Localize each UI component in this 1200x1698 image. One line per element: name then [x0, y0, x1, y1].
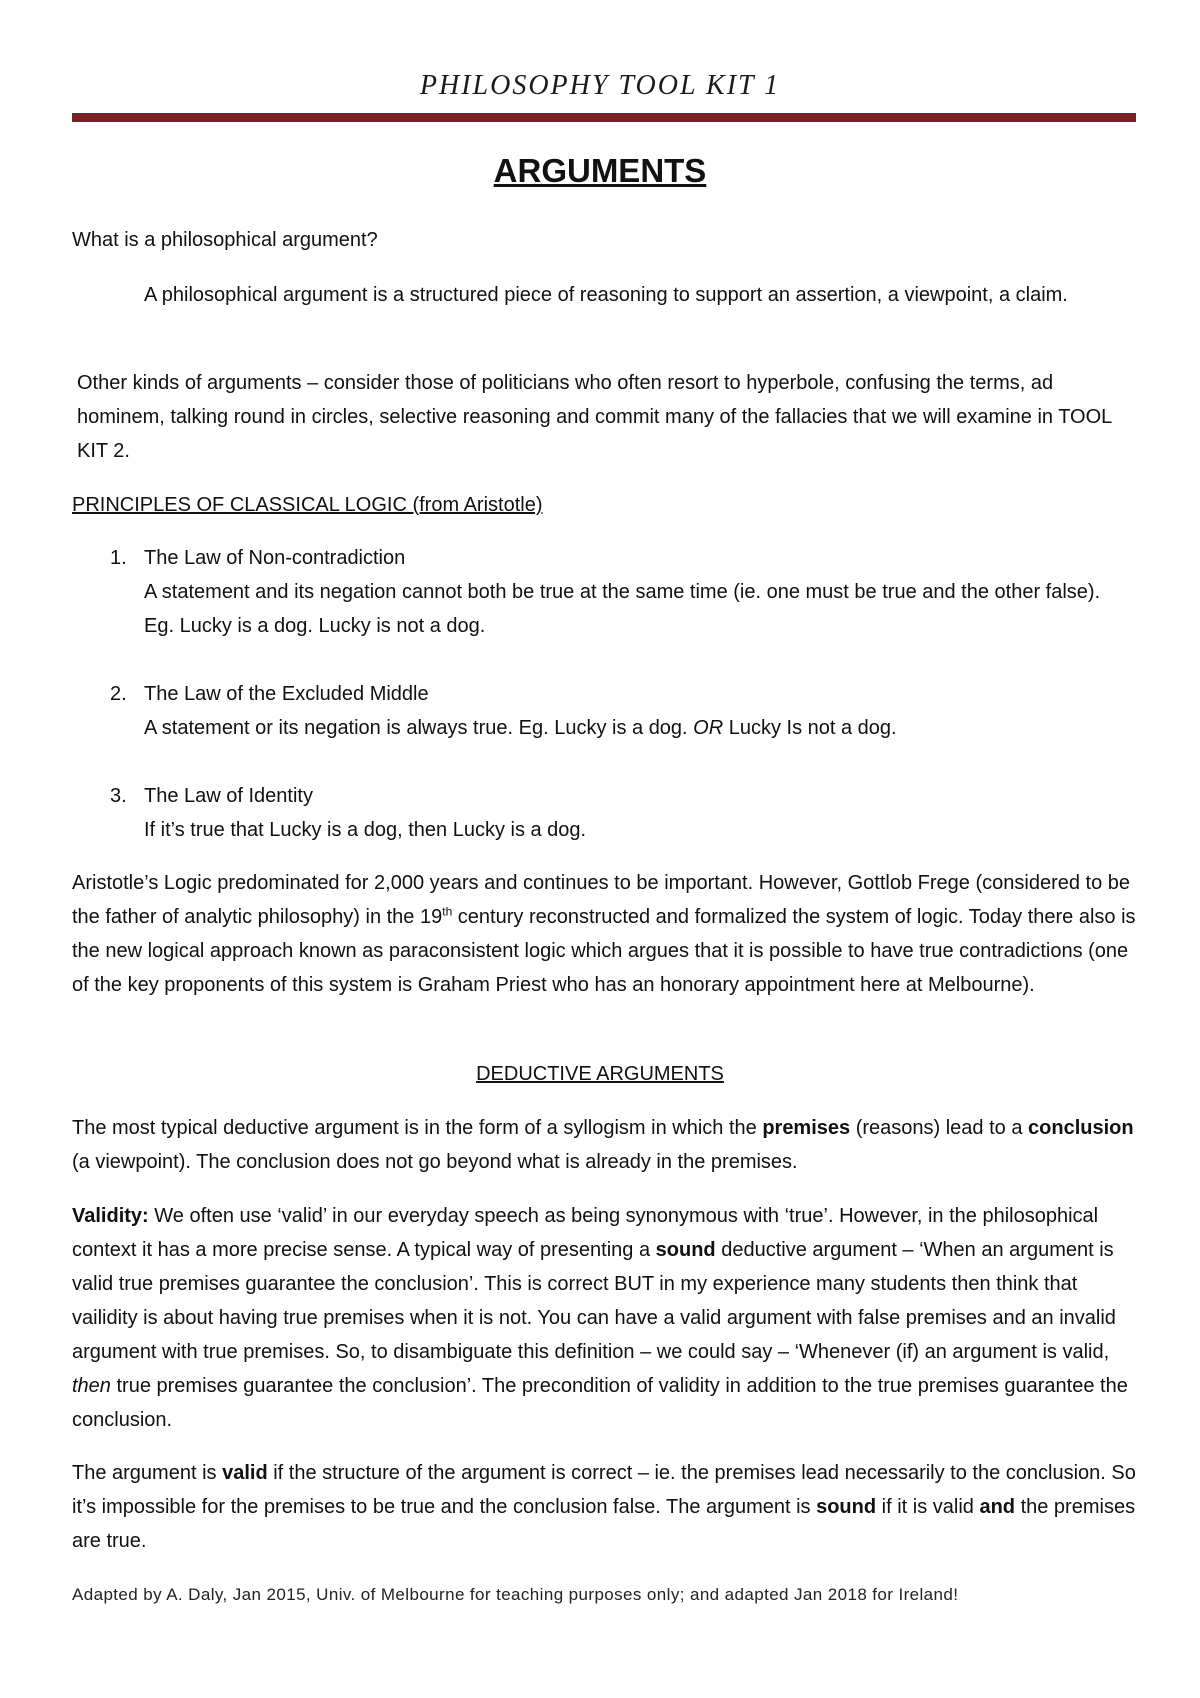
law-identity-desc: If it’s true that Lucky is a dog, then Lucky is a dog. — [144, 819, 587, 841]
or-italic: OR — [693, 717, 724, 739]
law-excluded-middle-desc — [144, 711, 1134, 745]
para-part: if the structure of the argument is correct – ie. the premises lead necessarily to the conclusion. So it’s impossible for the premises to be true and the conclusion false. The argument is — [72, 1462, 1136, 1518]
desc-part: A statement or its negation is always true. Eg. Lucky is a dog. — [144, 717, 694, 739]
para-part: the premises are true. — [72, 1496, 1136, 1552]
para-part: The most typical deductive argument is in the form of a syllogism in which the — [72, 1117, 763, 1139]
law-identity: The Law of Identity — [144, 785, 313, 807]
deductive-heading: DEDUCTIVE ARGUMENTS — [476, 1063, 724, 1085]
bold-premises: premises — [762, 1117, 851, 1139]
page-title: ARGUMENTS — [493, 152, 707, 189]
bold-and: and — [979, 1496, 1016, 1518]
aristotle-paragraph — [72, 866, 1137, 1002]
bold-sound: sound — [816, 1496, 877, 1518]
list-number: 2. — [110, 683, 127, 705]
para-part: The argument is — [72, 1462, 223, 1484]
bold-sound: sound — [655, 1239, 716, 1261]
validity-paragraph — [72, 1199, 1140, 1437]
bold-valid: valid — [222, 1462, 268, 1484]
validity-label: Validity: — [72, 1205, 149, 1227]
para-part: (reasons) lead to a — [850, 1117, 1029, 1139]
para-part: We often use ‘valid’ in our everyday speech as being synonymous with ‘true’. However, in the philosophical context it has a more precise sense. A typical way of presenting a — [72, 1205, 1099, 1261]
law-non-contradiction: The Law of Non-contradiction — [144, 547, 406, 569]
para-part: true premises guarantee the conclusion’. The precondition of validity in addition to the true premises guarantee the conclusion. — [72, 1375, 1128, 1431]
para-part: (a viewpoint). The conclusion does not go beyond what is already in the premises. — [72, 1151, 798, 1173]
law-non-contradiction-desc: A statement and its negation cannot both be true at the same time (ie. one must be true and the other false). Eg. Lucky is a dog. Lucky is not a dog. — [144, 581, 1101, 637]
law-excluded-middle: The Law of the Excluded Middle — [144, 683, 429, 705]
bold-conclusion: conclusion — [1028, 1117, 1134, 1139]
definition-text: A philosophical argument is a structured piece of reasoning to support an assertion, a viewpoint, a claim. — [144, 284, 1068, 306]
italic-then: then — [72, 1375, 111, 1397]
para-part: century reconstructed and formalized the system of logic. Today there also is the new logical approach known as paraconsistent logic which argues that it is possible to have true contradictions (one of the key proponents of this system is Graham Priest who has an honorary appointment here at Melbourne). — [72, 906, 1136, 996]
header-rule — [72, 113, 1136, 122]
valid-sound-paragraph — [72, 1456, 1137, 1558]
deductive-paragraph-1 — [72, 1111, 1137, 1179]
header-title: PHILOSOPHY TOOL KIT 1 — [419, 70, 781, 101]
desc-part: Lucky Is not a dog. — [723, 717, 897, 739]
superscript-th: th — [442, 904, 453, 919]
para-part: Aristotle’s Logic predominated for 2,000 years and continues to be important. However, Gottlob Frege (considered to be the father of analytic philosophy) in the 19 — [72, 872, 1131, 928]
list-number: 1. — [110, 547, 127, 569]
principles-heading: PRINCIPLES OF CLASSICAL LOGIC (from Aristotle) — [72, 494, 543, 516]
question-text: What is a philosophical argument? — [72, 229, 378, 251]
para-part: if it is valid — [876, 1496, 980, 1518]
footer-note: Adapted by A. Daly, Jan 2015, Univ. of Melbourne for teaching purposes only; and adapted Jan 2018 for Ireland! — [72, 1585, 959, 1604]
para-part: deductive argument – ‘When an argument is valid true premises guarantee the conclusion’. This is correct BUT in my experience many students then think that vailidity is about having true premises when it is not. You can have a valid argument with false premises and an invalid argument with true premises. So, to disambiguate this definition – we could say – ‘Whenever (if) an argument is valid, — [72, 1239, 1116, 1363]
list-number: 3. — [110, 785, 127, 807]
other-kinds-paragraph: Other kinds of arguments – consider those of politicians who often resort to hyperbole, confusing the terms, ad hominem, talking round in circles, selective reasoning and commit many of the fallacies that we will examine in TOOL KIT 2. — [77, 372, 1112, 462]
